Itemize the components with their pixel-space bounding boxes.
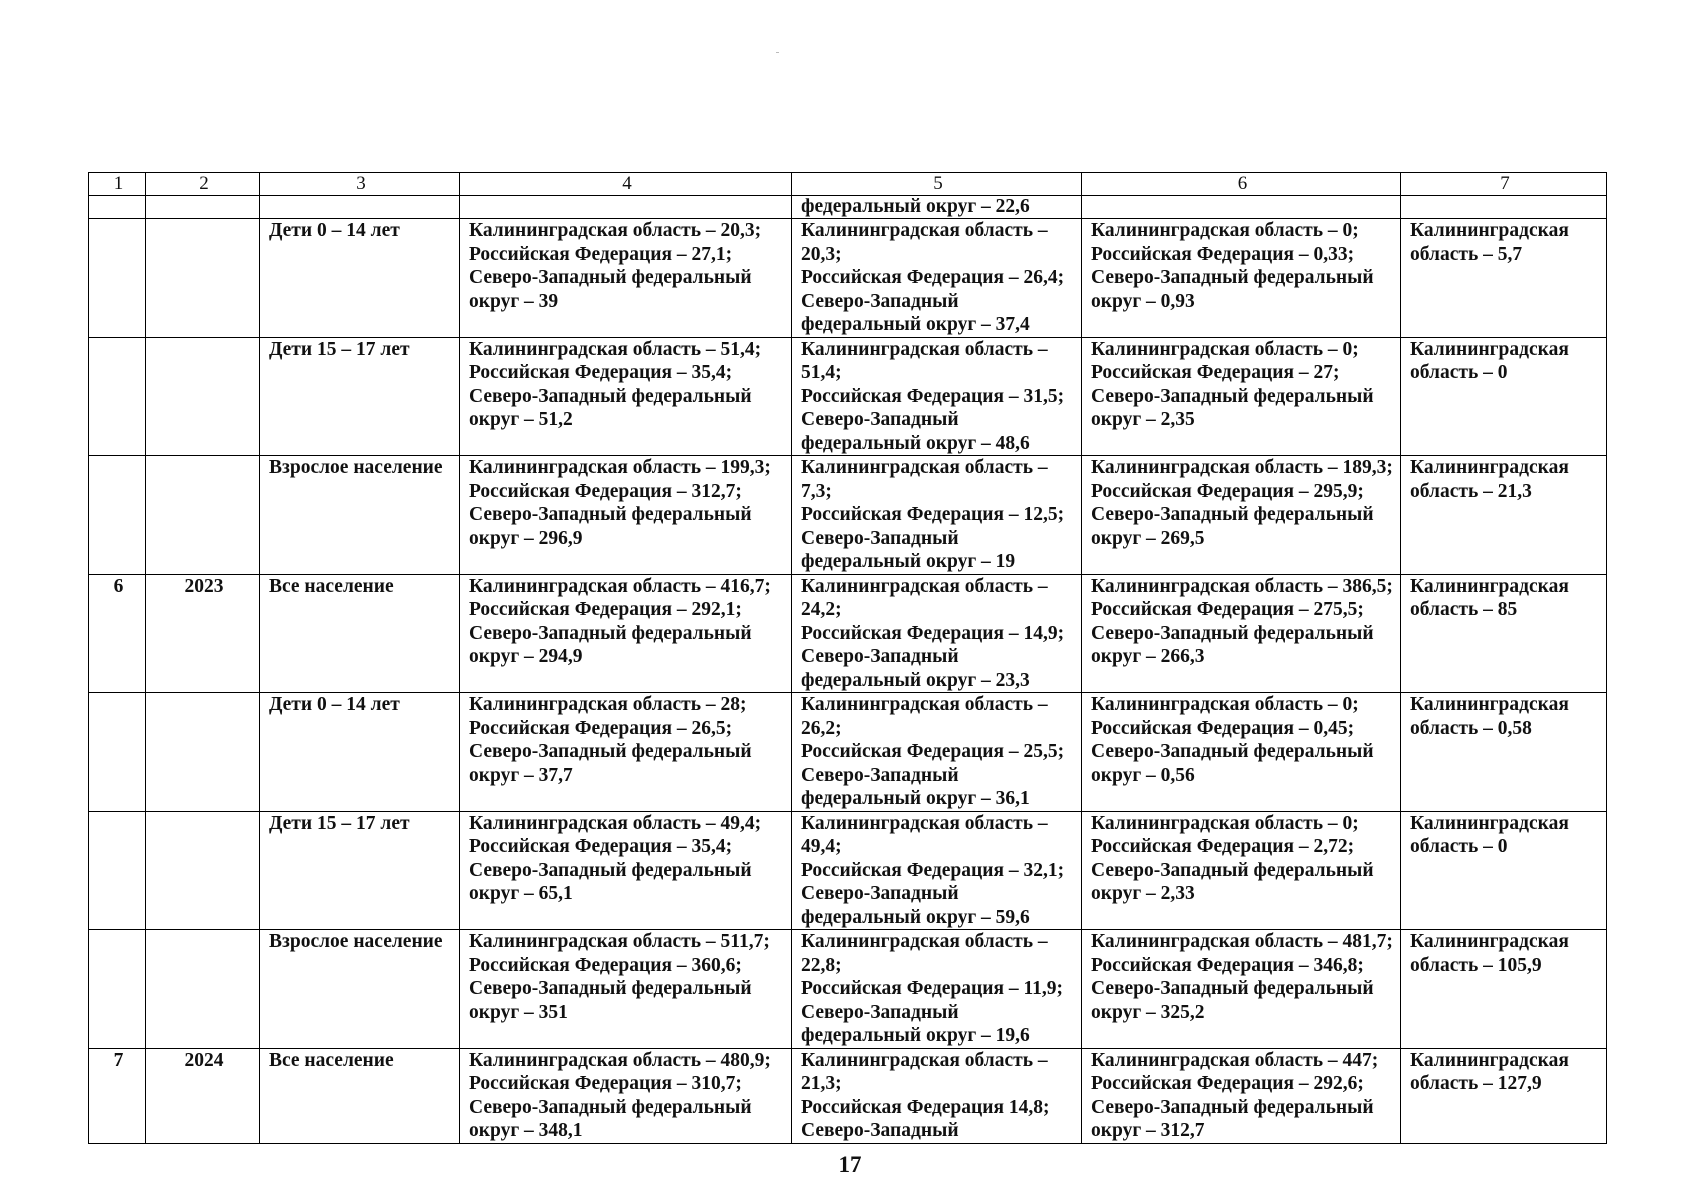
- table-row: [89, 811, 1607, 930]
- cell-category: Все население: [260, 1048, 460, 1143]
- column-number-row: [89, 173, 1607, 196]
- table-row: [89, 930, 1607, 1049]
- column-number-7: 7: [1401, 173, 1607, 196]
- cell-category: Дети 0 – 14 лет: [260, 219, 460, 338]
- cell-col6: [1082, 196, 1401, 219]
- column-number-4: 4: [460, 173, 792, 196]
- cell-row-number: [89, 196, 146, 219]
- cell-year: [146, 337, 260, 456]
- table-row: [89, 337, 1607, 456]
- cell-col6: Калининградская область – 0; Российская Федерация – 27; Северо-Западный федеральный округ – 2,35: [1082, 337, 1401, 456]
- page-number: 17: [838, 1152, 862, 1177]
- cell-col6: Калининградская область – 189,3; Российская Федерация – 295,9; Северо-Западный федеральный округ – 269,5: [1082, 456, 1401, 575]
- cell-year: [146, 811, 260, 930]
- cell-row-number: [89, 811, 146, 930]
- cell-col4: Калининградская область – 20,3; Российская Федерация – 27,1; Северо-Западный федеральный округ – 39: [460, 219, 792, 338]
- cell-col4: Калининградская область – 28; Российская Федерация – 26,5; Северо-Западный федеральный округ – 37,7: [460, 693, 792, 812]
- cell-col5: Калининградская область – 21,3; Российская Федерация 14,8; Северо-Западный: [792, 1048, 1082, 1143]
- column-number-1: 1: [89, 173, 146, 196]
- cell-row-number: [89, 930, 146, 1049]
- cell-col7: Калининградская область – 105,9: [1401, 930, 1607, 1049]
- cell-col4: Калининградская область – 480,9; Российская Федерация – 310,7; Северо-Западный федеральный округ – 348,1: [460, 1048, 792, 1143]
- cell-category: Взрослое население: [260, 456, 460, 575]
- cell-category: Все население: [260, 574, 460, 693]
- cell-year: 2024: [146, 1048, 260, 1143]
- cell-year: [146, 219, 260, 338]
- cell-col7: Калининградская область – 0: [1401, 337, 1607, 456]
- column-number-3: 3: [260, 173, 460, 196]
- cell-col5: Калининградская область – 24,2; Российская Федерация – 14,9; Северо-Западный федеральный округ – 23,3: [792, 574, 1082, 693]
- table-row: [89, 1048, 1607, 1143]
- cell-col5: федеральный округ – 22,6: [792, 196, 1082, 219]
- cell-col5: Калининградская область – 49,4; Российская Федерация – 32,1; Северо-Западный федеральный округ – 59,6: [792, 811, 1082, 930]
- cell-col7: Калининградская область – 0: [1401, 811, 1607, 930]
- cell-col7: Калининградская область – 5,7: [1401, 219, 1607, 338]
- cell-category: Дети 15 – 17 лет: [260, 811, 460, 930]
- cell-col6: Калининградская область – 386,5; Российская Федерация – 275,5; Северо-Западный федеральный округ – 266,3: [1082, 574, 1401, 693]
- cell-row-number: [89, 456, 146, 575]
- cell-col5: Калининградская область – 22,8; Российская Федерация – 11,9; Северо-Западный федеральный округ – 19,6: [792, 930, 1082, 1049]
- cell-col7: Калининградская область – 0,58: [1401, 693, 1607, 812]
- column-number-6: 6: [1082, 173, 1401, 196]
- table-row: [89, 456, 1607, 575]
- cell-col7: Калининградская область – 85: [1401, 574, 1607, 693]
- cell-col5: Калининградская область – 51,4; Российская Федерация – 31,5; Северо-Западный федеральный округ – 48,6: [792, 337, 1082, 456]
- column-number-2: 2: [146, 173, 260, 196]
- cell-col4: Калининградская область – 416,7; Российская Федерация – 292,1; Северо-Западный федеральный округ – 294,9: [460, 574, 792, 693]
- cell-col6: Калининградская область – 0; Российская Федерация – 0,45; Северо-Западный федеральный округ – 0,56: [1082, 693, 1401, 812]
- table-row: [89, 219, 1607, 338]
- cell-row-number: [89, 693, 146, 812]
- cell-category: [260, 196, 460, 219]
- cell-year: [146, 456, 260, 575]
- cell-col7: Калининградская область – 21,3: [1401, 456, 1607, 575]
- cell-col6: Калининградская область – 0; Российская Федерация – 2,72; Северо-Западный федеральный округ – 2,33: [1082, 811, 1401, 930]
- cell-col5: Калининградская область – 20,3; Российская Федерация – 26,4; Северо-Западный федеральный округ – 37,4: [792, 219, 1082, 338]
- cell-col4: Калининградская область – 49,4; Российская Федерация – 35,4; Северо-Западный федеральный округ – 65,1: [460, 811, 792, 930]
- cell-col4: Калининградская область – 511,7; Российская Федерация – 360,6; Северо-Западный федеральный округ – 351: [460, 930, 792, 1049]
- table-row: [89, 574, 1607, 693]
- cell-category: Взрослое население: [260, 930, 460, 1049]
- table-body: [89, 173, 1607, 1144]
- cell-col7: Калининградская область – 127,9: [1401, 1048, 1607, 1143]
- cell-col4: [460, 196, 792, 219]
- cell-col6: Калининградская область – 481,7; Российская Федерация – 346,8; Северо-Западный федеральный округ – 325,2: [1082, 930, 1401, 1049]
- cell-col5: Калининградская область – 7,3; Российская Федерация – 12,5; Северо-Западный федеральный округ – 19: [792, 456, 1082, 575]
- cell-col4: Калининградская область – 199,3; Российская Федерация – 312,7; Северо-Западный федеральный округ – 296,9: [460, 456, 792, 575]
- cell-category: Дети 15 – 17 лет: [260, 337, 460, 456]
- cell-col6: Калининградская область – 447; Российская Федерация – 292,6; Северо-Западный федеральный округ – 312,7: [1082, 1048, 1401, 1143]
- scan-mark: [776, 52, 779, 53]
- cell-year: [146, 693, 260, 812]
- column-number-5: 5: [792, 173, 1082, 196]
- cell-col4: Калининградская область – 51,4; Российская Федерация – 35,4; Северо-Западный федеральный округ – 51,2: [460, 337, 792, 456]
- cell-row-number: [89, 219, 146, 338]
- continuation-row: [89, 196, 1607, 219]
- cell-row-number: 6: [89, 574, 146, 693]
- statistics-table: [88, 172, 1607, 1144]
- cell-year: 2023: [146, 574, 260, 693]
- cell-row-number: 7: [89, 1048, 146, 1143]
- cell-year: [146, 196, 260, 219]
- table-row: [89, 693, 1607, 812]
- cell-col7: [1401, 196, 1607, 219]
- cell-col5: Калининградская область – 26,2; Российская Федерация – 25,5; Северо-Западный федеральный округ – 36,1: [792, 693, 1082, 812]
- cell-row-number: [89, 337, 146, 456]
- cell-category: Дети 0 – 14 лет: [260, 693, 460, 812]
- cell-year: [146, 930, 260, 1049]
- cell-col6: Калининградская область – 0; Российская Федерация – 0,33; Северо-Западный федеральный округ – 0,93: [1082, 219, 1401, 338]
